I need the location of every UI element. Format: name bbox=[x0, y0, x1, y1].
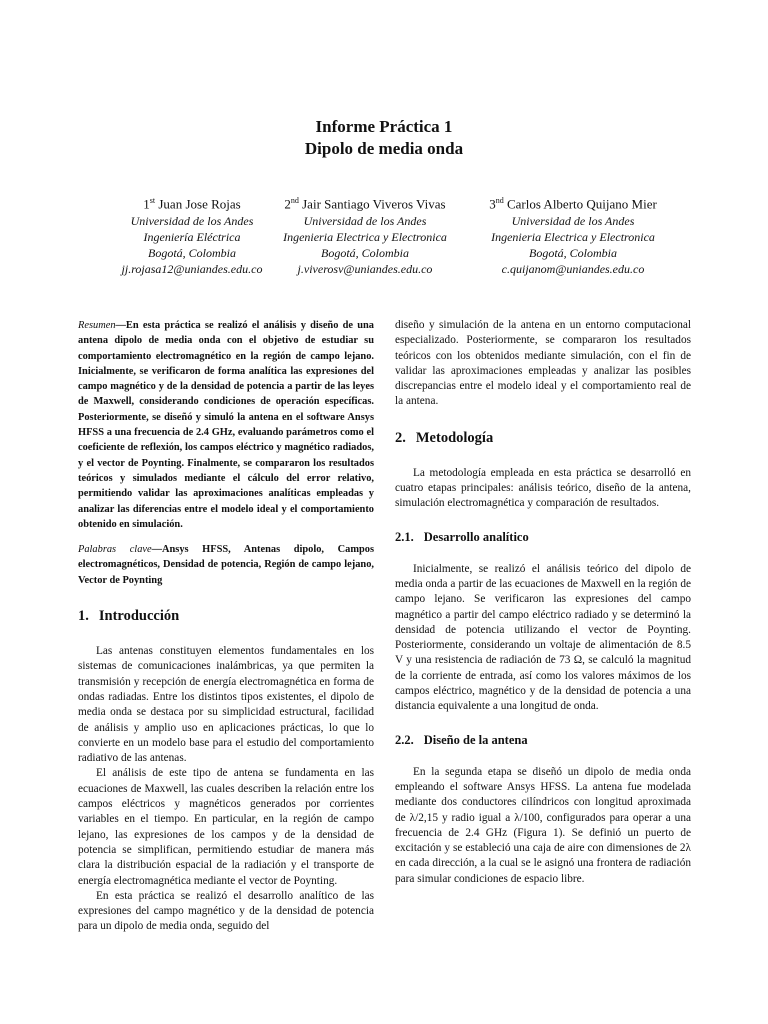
section-heading-introduccion: 1. Introducción bbox=[78, 608, 180, 625]
subsection-heading-desarrollo-analitico: 2.1. Desarrollo analítico bbox=[395, 529, 529, 544]
title-line-2: Dipolo de media onda bbox=[304, 139, 464, 158]
author-city: Bogotá, Colombia bbox=[147, 246, 236, 261]
keywords-text: —Ansys HFSS, Antenas dipolo, Campos electromagnéticos, Densidad de potencia, Región de campo lejano, Vector de Poynting bbox=[78, 544, 374, 586]
author-1: 1st Juan Jose Rojas Universidad de los Andes Ingeniería Eléctrica Bogotá, Colombia jj.rojasa12@uniandes.edu.co bbox=[92, 192, 292, 277]
paragraph: Las antenas constituyen elementos fundamentales en los sistemas de comunicaciones inalámbricas, ya que permiten la transmisión y recepción de energía electromagnética en forma de ondas radiadas. Entre los distintos tipos existentes, el dipolo de media onda se destaca por su simplicidad estructural, facilidad de análisis y amplio uso en aplicaciones prácticas, lo que lo convierte en un modelo base para el estudio del comportamiento radiativo de las antenas. bbox=[78, 645, 374, 765]
author-department: Ingenieria Electrica y Electronica bbox=[491, 230, 655, 245]
author-email: jj.rojasa12@uniandes.edu.co bbox=[121, 262, 263, 277]
author-department: Ingenieria Electrica y Electronica bbox=[283, 230, 447, 245]
paragraph: En la segunda etapa se diseñó un dipolo de media onda empleando el software Ansys HFSS. La antena fue modelada mediante dos conductores cilíndricos con longitud aproximada de λ/2,15 y radio igual a λ/100, configurados para operar a una frecuencia de 2.4 GHz (Figura 1). Se definió un puerto de excitación y se estableció una caja de aire con dimensiones de 2λ en cada dirección, a la cual se le asignó una frontera de radiación para simular condiciones de espacio libre. bbox=[395, 765, 691, 885]
title-line-1: Informe Práctica 1 bbox=[315, 117, 453, 136]
left-column bbox=[78, 318, 374, 935]
author-university: Universidad de los Andes bbox=[511, 214, 635, 229]
abstract bbox=[78, 318, 374, 532]
author-email: j.viverosv@uniandes.edu.co bbox=[297, 262, 433, 277]
author-city: Bogotá, Colombia bbox=[528, 246, 617, 261]
abstract-text: —En esta práctica se realizó el análisis y diseño de una antena dipolo de media onda con el objetivo de estudiar su comportamiento electromagnético en la región de campo lejano. Inicialmente, se verificaron de forma analítica las expresiones del campo magnético y de la densidad de potencia a partir de las leyes de Maxwell, considerando condiciones de operación específicas. Posteriormente, se diseñó y simuló la antena en el software Ansys HFSS a una frecuencia de 2.4 GHz, evaluando parámetros como el coeficiente de reflexión, los campos eléctrico y magnético radiados, y el vector de Poynting. Finalmente, se compararon los resultados teóricos y simulados mediante el cálculo del error relativo, permitiendo validar las aproximaciones analíticas empleadas y analizar las diferencias entre el modelo ideal y el comportamiento obtenido en simulación. bbox=[78, 320, 374, 530]
paragraph: El análisis de este tipo de antena se fundamenta en las ecuaciones de Maxwell, las cuales describen la relación entre los campos eléctricos y magnéticos generados por corrientes variables en el tiempo. En particular, en la región de campo lejano, las expresiones de los campos y de la densidad de potencia se simplifican, permitiendo estudiar de manera más clara la distribución espacial de la radiación y el transporte de energía electromagnética mediante el vector de Poynting. bbox=[78, 767, 374, 887]
section-heading-metodologia: 2. Metodología bbox=[395, 429, 494, 446]
author-name: Carlos Alberto Quijano Mier bbox=[506, 196, 657, 212]
subsection-heading-diseno-antena: 2.2. Diseño de la antena bbox=[395, 732, 528, 747]
author-email: c.quijanom@uniandes.edu.co bbox=[501, 262, 645, 277]
paper-title bbox=[0, 116, 768, 160]
paragraph: diseño y simulación de la antena en un entorno computacional especializado. Posteriormente, se compararon los resultados teóricos con los obtenidos mediante simulación, con el fin de validar las aproximaciones empleadas y analizar las posibles discrepancias entre el modelo ideal y el comportamiento real de la antena. bbox=[395, 319, 691, 408]
paragraph: La metodología empleada en esta práctica se desarrolló en cuatro etapas principales: análisis teórico, diseño de la antena, simulación electromagnética y comparación de resultados. bbox=[395, 466, 691, 510]
author-university: Universidad de los Andes bbox=[130, 214, 254, 229]
author-university: Universidad de los Andes bbox=[303, 214, 427, 229]
author-department: Ingeniería Eléctrica bbox=[143, 230, 241, 245]
author-name: Juan Jose Rojas bbox=[158, 196, 241, 212]
paragraph: Inicialmente, se realizó el análisis teórico del dipolo de media onda a partir de las ecuaciones de Maxwell en la región de campo lejano. Se verificaron las expresiones del campo magnético a partir del campo eléctrico radiado y se determinó la densidad de potencia utilizando el vector de Poynting. Posteriormente, considerando un voltaje de alimentación de 8.5 V y una resistencia de radiación de 73 Ω, se calculó la magnitud de la corriente de entrada, así como los valores máximos de los campos eléctrico, magnético y de la densidad de potencia a una distancia equivalente a una longitud de onda. bbox=[395, 562, 691, 713]
paragraph: En esta práctica se realizó el desarrollo analítico de las expresiones del campo magnético y de la densidad de potencia para un dipolo de media onda, seguido del bbox=[78, 889, 374, 933]
author-city: Bogotá, Colombia bbox=[320, 246, 409, 261]
abstract-label: Resumen bbox=[78, 320, 116, 331]
keywords-label: Palabras clave bbox=[78, 544, 152, 556]
author-2: 2nd Jair Santiago Viveros Vivas Universidad de los Andes Ingenieria Electrica y Electronica Bogotá, Colombia j.viverosv@uniandes.edu.co bbox=[269, 192, 461, 277]
author-name: Jair Santiago Viveros Vivas bbox=[302, 196, 446, 212]
right-column bbox=[395, 318, 691, 887]
keywords bbox=[78, 542, 374, 588]
author-3: 3nd Carlos Alberto Quijano Mier Universidad de los Andes Ingenieria Electrica y Electronica Bogotá, Colombia c.quijanom@uniandes.edu.co bbox=[473, 192, 673, 277]
